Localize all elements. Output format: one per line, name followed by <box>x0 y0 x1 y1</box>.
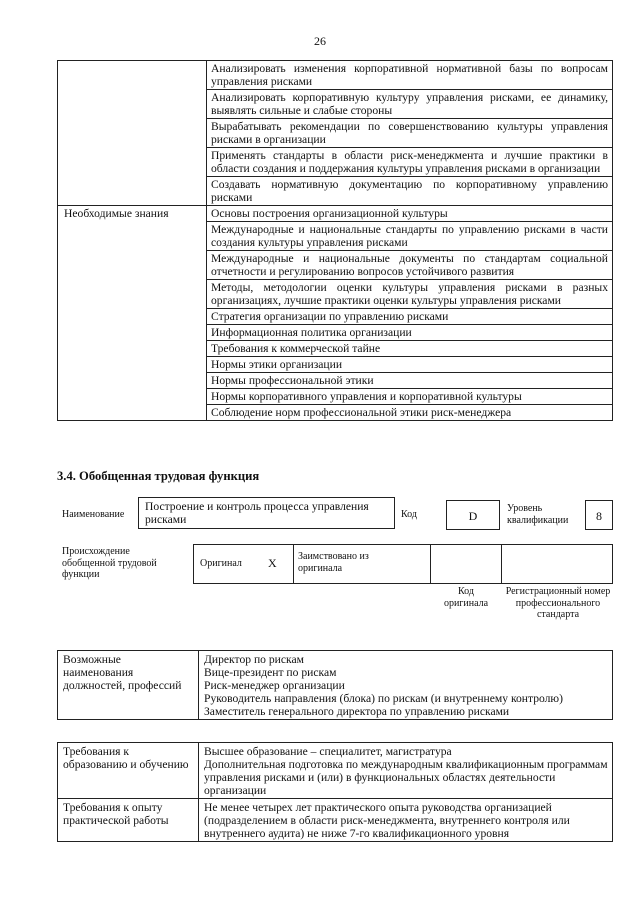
name-label: Наименование <box>62 509 125 520</box>
table-row <box>58 206 613 222</box>
origin-box <box>193 544 613 584</box>
table-row <box>58 61 613 90</box>
row-text: Нормы корпоративного управления и корпоративной культуры <box>207 389 613 405</box>
position-item: Руководитель направления (блока) по рискам (и внутреннему контролю) <box>204 692 563 705</box>
page-number: 26 <box>314 34 326 48</box>
code-label: Код <box>401 509 417 520</box>
row-text: Основы построения организационной культуры <box>207 206 613 222</box>
position-item: Риск-менеджер организации <box>204 679 345 692</box>
experience-requirements: Не менее четырех лет практического опыта руководства организацией (подразделением в области риск-менеджмента, внутреннего контроля или внутреннего аудита) не ниже 7-го квалификационного уровня <box>199 799 613 842</box>
level-label: Уровень квалификации <box>507 503 569 526</box>
row-text: Анализировать корпоративную культуру управления рисками, ее динамику, выявлять сильные и слабые стороны <box>207 90 613 119</box>
reg-caption: Регистрационный номер профессионального стандарта <box>505 586 611 620</box>
code-value: D <box>446 500 500 530</box>
education-item: Высшее образование – специалитет, магистратура <box>204 745 452 758</box>
row-text: Информационная политика организации <box>207 325 613 341</box>
level-value: 8 <box>585 500 613 530</box>
row-text: Требования к коммерческой тайне <box>207 341 613 357</box>
experience-label: Требования к опыту практической работы <box>58 799 199 842</box>
name-value-box <box>138 497 395 529</box>
position-item: Заместитель генерального директора по управлению рисками <box>204 705 510 718</box>
row-label <box>58 61 207 206</box>
original-mark: X <box>268 556 277 570</box>
row-text: Стратегия организации по управлению рисками <box>207 309 613 325</box>
positions-list <box>199 651 613 720</box>
positions-label: Возможные наименования должностей, профессий <box>58 651 199 720</box>
row-text: Методы, методологии оценки культуры управления рисками в разных организациях, лучшие практики оценки культуры управления рисками <box>207 280 613 309</box>
origin-divider-2 <box>430 544 431 584</box>
borrowed-label: Заимствовано из оригинала <box>298 551 369 574</box>
education-requirements <box>199 743 613 799</box>
row-text: Нормы этики организации <box>207 357 613 373</box>
row-text: Нормы профессиональной этики <box>207 373 613 389</box>
education-label: Требования к образованию и обучению <box>58 743 199 799</box>
row-text: Создавать нормативную документацию по корпоративному управлению рисками <box>207 177 613 206</box>
skills-knowledge-table <box>57 60 613 421</box>
row-text: Анализировать изменения корпоративной нормативной базы по вопросам управления рисками <box>207 61 613 90</box>
positions-table <box>57 650 613 720</box>
origin-divider-1 <box>293 544 294 584</box>
requirements-table <box>57 742 613 842</box>
name-value: Построение и контроль процесса управления рисками <box>145 500 369 526</box>
origin-label: Происхождение обобщенной трудовой функции <box>62 546 157 580</box>
section-title: 3.4. Обобщенная трудовая функция <box>57 469 260 483</box>
education-item: Дополнительная подготовка по международным квалификационным программам управления рисками и (или) в функциональных областях деятельности организации <box>204 758 608 797</box>
position-item: Директор по рискам <box>204 653 304 666</box>
code-caption: Код оригинала <box>443 586 489 609</box>
original-label: Оригинал <box>200 558 242 569</box>
row-text: Соблюдение норм профессиональной этики риск-менеджера <box>207 405 613 421</box>
origin-divider-3 <box>501 544 502 584</box>
row-text: Применять стандарты в области риск-менеджмента и лучшие практики в области создания и поддержания культуры управления рисками в организации <box>207 148 613 177</box>
row-label: Необходимые знания <box>58 206 207 421</box>
row-text: Международные и национальные стандарты по управлению рисками в части создания культуры управления рисками <box>207 222 613 251</box>
position-item: Вице-президент по рискам <box>204 666 337 679</box>
row-text: Международные и национальные документы по стандартам социальной отчетности и регулированию вопросов устойчивого развития <box>207 251 613 280</box>
row-text: Вырабатывать рекомендации по совершенствованию культуры управления рисками в организации <box>207 119 613 148</box>
